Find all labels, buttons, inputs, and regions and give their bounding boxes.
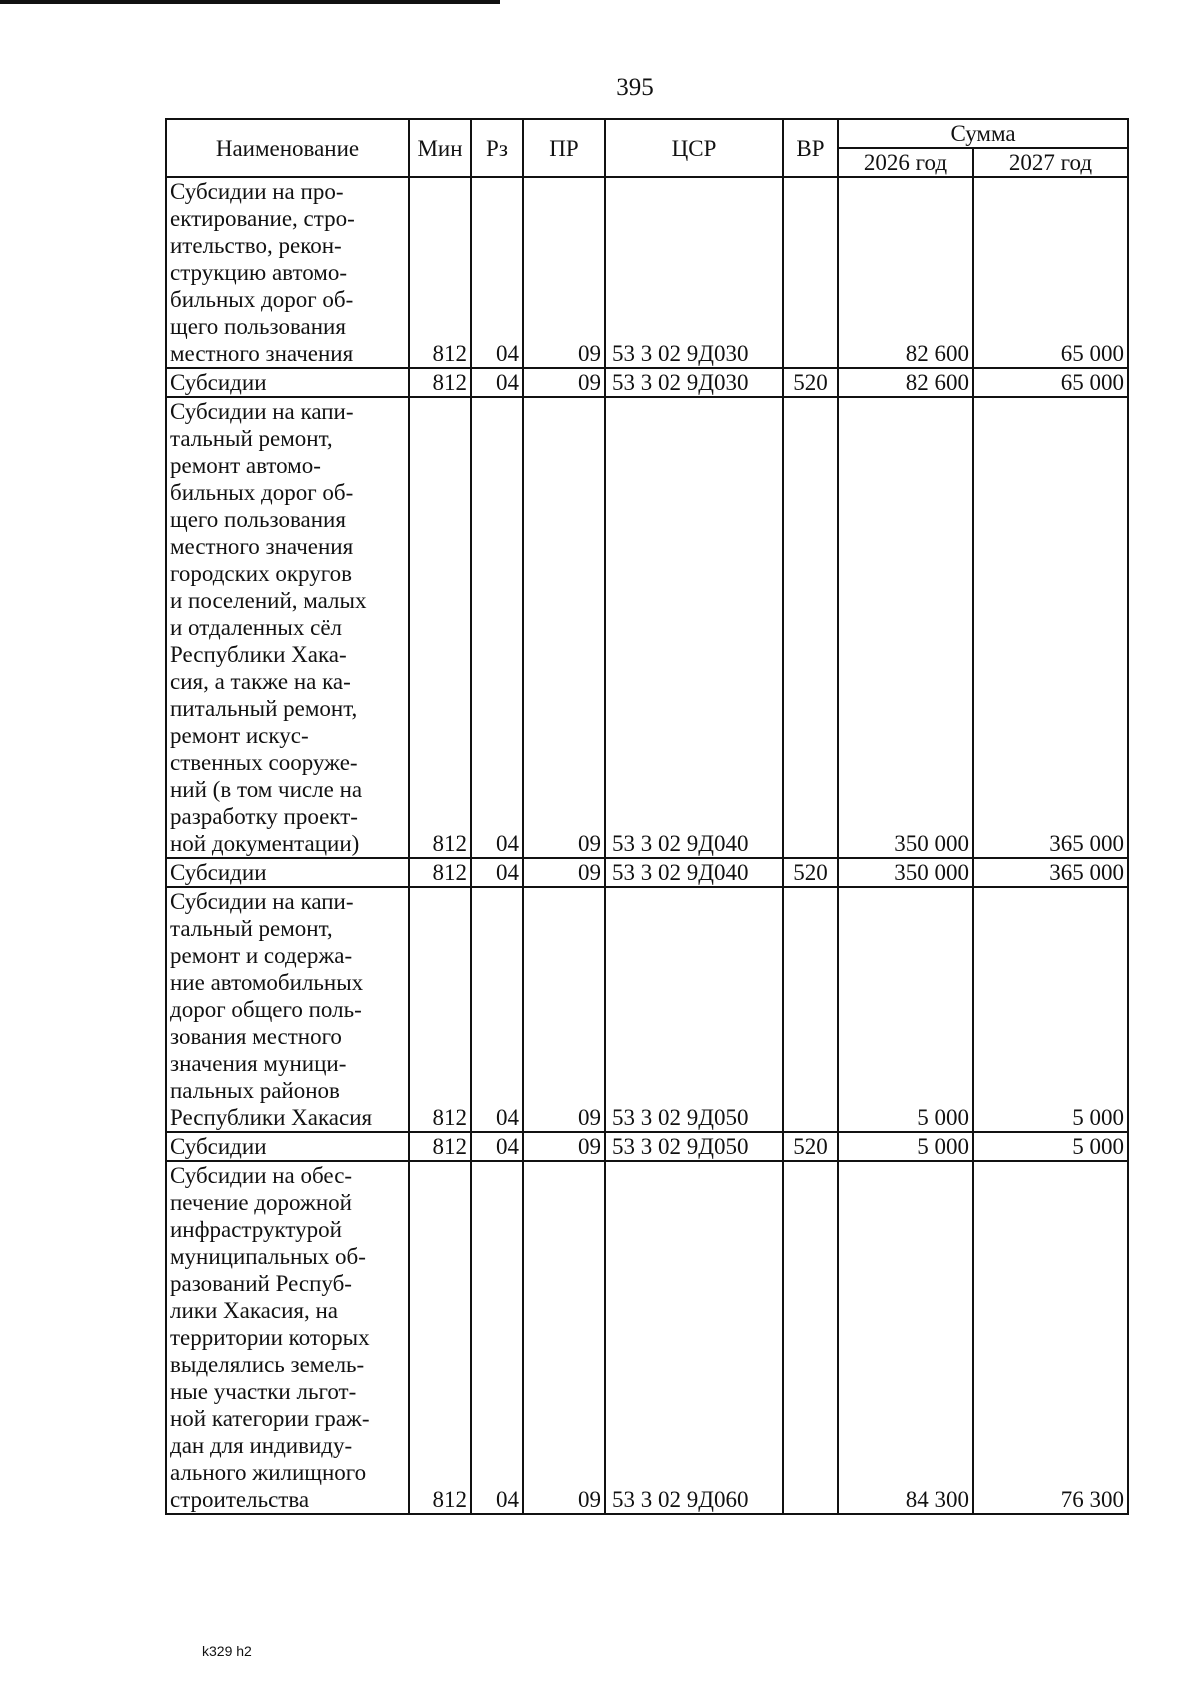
header-row-top	[166, 119, 1128, 148]
table-row	[166, 397, 1128, 858]
cell-sum-2026: 350 000	[838, 397, 973, 858]
table-row	[166, 368, 1128, 397]
cell-sum-2027: 65 000	[973, 368, 1128, 397]
header-sum: Сумма	[838, 119, 1128, 148]
cell-csr: 53 3 02 9Д060	[605, 1161, 783, 1514]
cell-vr	[783, 1161, 838, 1514]
cell-rz: 04	[471, 887, 523, 1132]
cell-pr: 09	[523, 1132, 605, 1161]
budget-table	[165, 118, 1129, 1515]
cell-sum-2027: 5 000	[973, 1132, 1128, 1161]
cell-min: 812	[409, 368, 471, 397]
cell-vr: 520	[783, 858, 838, 887]
table-row	[166, 1132, 1128, 1161]
cell-csr: 53 3 02 9Д030	[605, 368, 783, 397]
cell-vr	[783, 397, 838, 858]
cell-sum-2027: 76 300	[973, 1161, 1128, 1514]
header-vr: ВР	[783, 119, 838, 177]
cell-pr: 09	[523, 858, 605, 887]
cell-pr: 09	[523, 177, 605, 368]
cell-sum-2027: 65 000	[973, 177, 1128, 368]
cell-rz: 04	[471, 368, 523, 397]
cell-rz: 04	[471, 1132, 523, 1161]
cell-min: 812	[409, 177, 471, 368]
cell-sum-2026: 350 000	[838, 858, 973, 887]
footer-code: k329 h2	[202, 1643, 252, 1659]
row-name-text: Субсидии на про- ектирование, стро- ительство, рекон- струкцию автомо- бильных дорог об- щего пользования местного значения	[170, 179, 355, 366]
cell-name	[166, 1161, 409, 1514]
page-number: 395	[616, 74, 654, 101]
cell-sum-2026: 84 300	[838, 1161, 973, 1514]
table-row	[166, 887, 1128, 1132]
row-name-text: Субсидии	[170, 860, 267, 885]
header-pr: ПР	[523, 119, 605, 177]
header-year-2026: 2026 год	[838, 148, 973, 177]
header-year-2027: 2027 год	[973, 148, 1128, 177]
cell-csr: 53 3 02 9Д040	[605, 397, 783, 858]
cell-csr: 53 3 02 9Д040	[605, 858, 783, 887]
row-name-text: Субсидии	[170, 370, 267, 395]
cell-name	[166, 1132, 409, 1161]
header-rz: Рз	[471, 119, 523, 177]
cell-rz: 04	[471, 177, 523, 368]
cell-min: 812	[409, 1132, 471, 1161]
cell-vr: 520	[783, 368, 838, 397]
cell-rz: 04	[471, 397, 523, 858]
cell-min: 812	[409, 1161, 471, 1514]
cell-sum-2027: 5 000	[973, 887, 1128, 1132]
row-name-text: Субсидии	[170, 1134, 267, 1159]
header-min: Мин	[409, 119, 471, 177]
cell-name	[166, 887, 409, 1132]
header-name: Наименование	[166, 119, 409, 177]
cell-pr: 09	[523, 397, 605, 858]
cell-min: 812	[409, 397, 471, 858]
cell-sum-2027: 365 000	[973, 397, 1128, 858]
cell-sum-2027: 365 000	[973, 858, 1128, 887]
cell-sum-2026: 5 000	[838, 1132, 973, 1161]
cell-sum-2026: 82 600	[838, 177, 973, 368]
cell-name	[166, 397, 409, 858]
table-row	[166, 1161, 1128, 1514]
cell-csr: 53 3 02 9Д030	[605, 177, 783, 368]
row-name-text: Субсидии на капи- тальный ремонт, ремонт и содержа- ние автомобильных дорог общего поль- зования местного значения муници- пальных районов Республики Хакасия	[170, 889, 373, 1130]
table-row	[166, 858, 1128, 887]
cell-csr: 53 3 02 9Д050	[605, 887, 783, 1132]
cell-rz: 04	[471, 858, 523, 887]
cell-sum-2026: 82 600	[838, 368, 973, 397]
cell-min: 812	[409, 858, 471, 887]
cell-pr: 09	[523, 368, 605, 397]
cell-vr	[783, 177, 838, 368]
scan-edge-bar	[0, 0, 500, 4]
table-row	[166, 177, 1128, 368]
row-name-text: Субсидии на обес- печение дорожной инфраструктурой муниципальных об- разований Респуб- лики Хакасия, на территории которых выделялись земель- ные участки льгот- ной категории граж- дан для индивиду- ального жилищного строительства	[170, 1163, 370, 1512]
cell-pr: 09	[523, 1161, 605, 1514]
table-body	[166, 177, 1128, 1514]
cell-name	[166, 177, 409, 368]
cell-pr: 09	[523, 887, 605, 1132]
cell-min: 812	[409, 887, 471, 1132]
cell-vr: 520	[783, 1132, 838, 1161]
cell-csr: 53 3 02 9Д050	[605, 1132, 783, 1161]
cell-name	[166, 368, 409, 397]
header-csr: ЦСР	[605, 119, 783, 177]
cell-vr	[783, 887, 838, 1132]
cell-sum-2026: 5 000	[838, 887, 973, 1132]
row-name-text: Субсидии на капи- тальный ремонт, ремонт автомо- бильных дорог об- щего пользования местного значения городских округов и поселений, малых и отдаленных сёл Республики Хака- сия, а также на ка- питальный ремонт, ремонт искус- ственных сооруже- ний (в том числе на разработку проект- ной документации)	[170, 399, 367, 856]
cell-name	[166, 858, 409, 887]
cell-rz: 04	[471, 1161, 523, 1514]
